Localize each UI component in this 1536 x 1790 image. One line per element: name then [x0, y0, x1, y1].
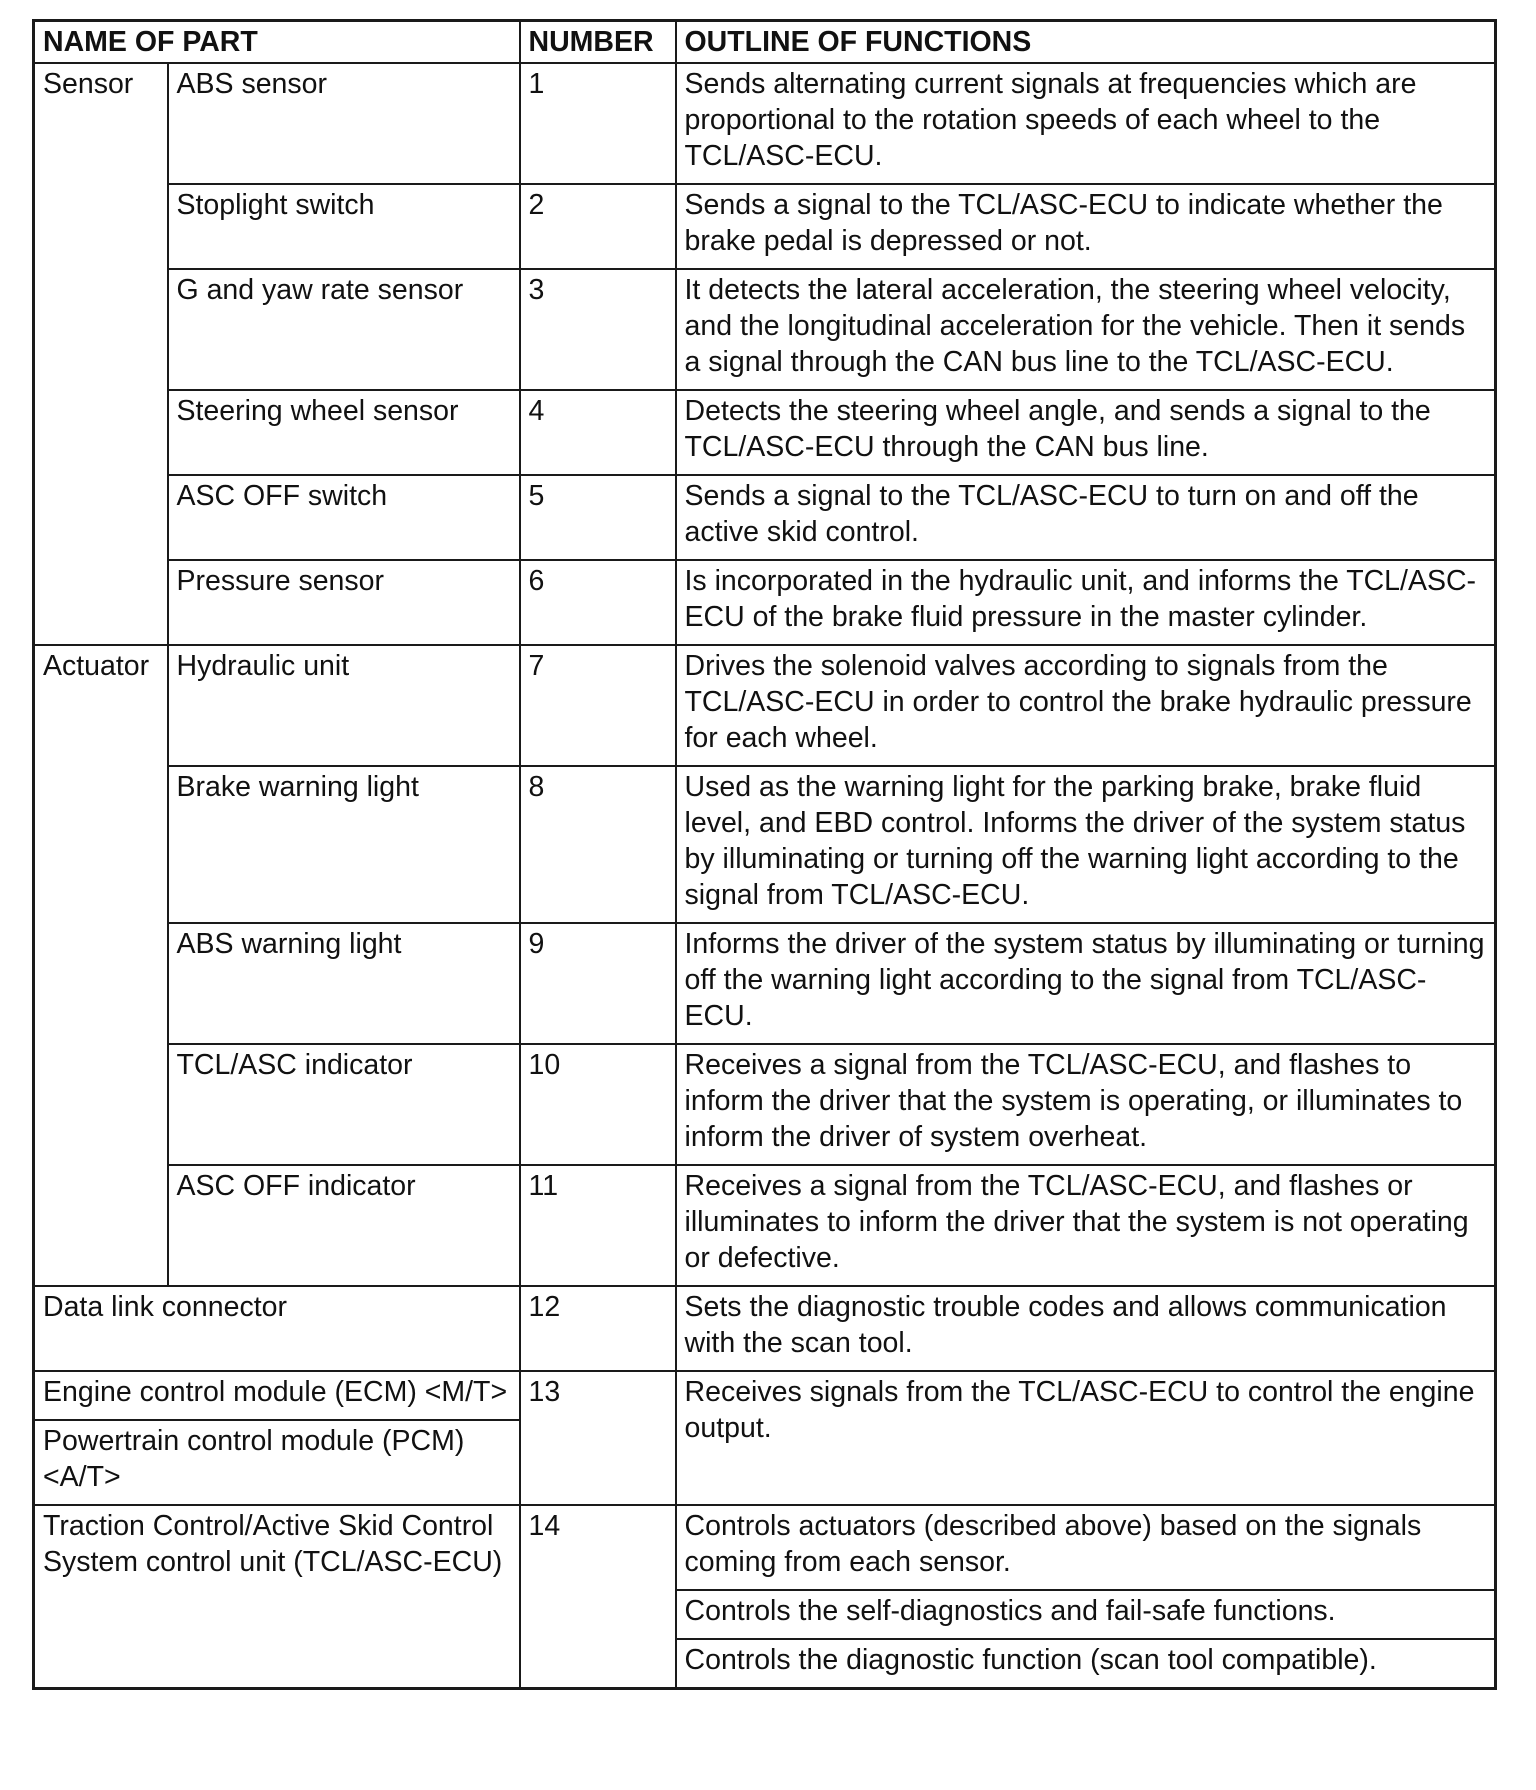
part-number-cell: 3: [520, 269, 676, 390]
table-row: [34, 1165, 1496, 1286]
part-number-cell: 6: [520, 560, 676, 645]
table-row: [34, 766, 1496, 923]
function-cell: Receives signals from the TCL/ASC-ECU to control the engine output.: [676, 1371, 1496, 1505]
table-row: [34, 645, 1496, 766]
header-number: NUMBER: [520, 21, 676, 64]
parts-function-table: [32, 19, 1497, 1690]
function-cell: Sends alternating current signals at frequencies which are proportional to the rotation speeds of each wheel to the TCL/ASC-ECU.: [676, 63, 1496, 184]
part-number-cell: 8: [520, 766, 676, 923]
part-name-cell: ABS warning light: [168, 923, 520, 1044]
table-row: [34, 475, 1496, 560]
table-row: [34, 560, 1496, 645]
group-label-sensor: Sensor: [34, 63, 168, 645]
table-row: [34, 1371, 1496, 1420]
part-number-cell: 13: [520, 1371, 676, 1505]
part-name-cell: TCL/ASC indicator: [168, 1044, 520, 1165]
function-cell: Controls the self-diagnostics and fail-safe functions.: [676, 1590, 1496, 1639]
function-cell: Receives a signal from the TCL/ASC-ECU, and flashes to inform the driver that the system is operating, or illuminates to inform the driver of system overheat.: [676, 1044, 1496, 1165]
group-label-actuator: Actuator: [34, 645, 168, 1286]
table-row: [34, 63, 1496, 184]
table-row: [34, 1286, 1496, 1371]
part-name-cell: Powertrain control module (PCM) <A/T>: [34, 1420, 520, 1505]
part-number-cell: 4: [520, 390, 676, 475]
part-name-cell: Traction Control/Active Skid Control System control unit (TCL/ASC-ECU): [34, 1505, 520, 1689]
function-cell: Drives the solenoid valves according to signals from the TCL/ASC-ECU in order to control the brake hydraulic pressure for each wheel.: [676, 645, 1496, 766]
function-cell: Informs the driver of the system status by illuminating or turning off the warning light according to the signal from TCL/ASC-ECU.: [676, 923, 1496, 1044]
function-cell: Controls actuators (described above) based on the signals coming from each sensor.: [676, 1505, 1496, 1590]
part-number-cell: 1: [520, 63, 676, 184]
table-row: [34, 269, 1496, 390]
part-name-cell: Engine control module (ECM) <M/T>: [34, 1371, 520, 1420]
table-row: [34, 184, 1496, 269]
function-cell: Receives a signal from the TCL/ASC-ECU, and flashes or illuminates to inform the driver that the system is not operating or defective.: [676, 1165, 1496, 1286]
function-cell: Used as the warning light for the parking brake, brake fluid level, and EBD control. Informs the driver of the system status by illuminating or turning off the warning light according to the signal from TCL/ASC-ECU.: [676, 766, 1496, 923]
part-number-cell: 10: [520, 1044, 676, 1165]
function-cell: Sets the diagnostic trouble codes and allows communication with the scan tool.: [676, 1286, 1496, 1371]
part-number-cell: 5: [520, 475, 676, 560]
table-row: [34, 390, 1496, 475]
part-name-cell: ABS sensor: [168, 63, 520, 184]
part-name-cell: ASC OFF indicator: [168, 1165, 520, 1286]
part-number-cell: 9: [520, 923, 676, 1044]
part-name-cell: Hydraulic unit: [168, 645, 520, 766]
part-name-cell: G and yaw rate sensor: [168, 269, 520, 390]
function-cell: Is incorporated in the hydraulic unit, and informs the TCL/ASC-ECU of the brake fluid pressure in the master cylinder.: [676, 560, 1496, 645]
function-cell: Controls the diagnostic function (scan tool compatible).: [676, 1639, 1496, 1689]
table-row: [34, 1044, 1496, 1165]
part-name-cell: Stoplight switch: [168, 184, 520, 269]
function-cell: Detects the steering wheel angle, and sends a signal to the TCL/ASC-ECU through the CAN bus line.: [676, 390, 1496, 475]
function-cell: Sends a signal to the TCL/ASC-ECU to indicate whether the brake pedal is depressed or not.: [676, 184, 1496, 269]
table-row: [34, 923, 1496, 1044]
part-number-cell: 11: [520, 1165, 676, 1286]
part-name-cell: Brake warning light: [168, 766, 520, 923]
table-row: [34, 1505, 1496, 1590]
part-number-cell: 2: [520, 184, 676, 269]
part-name-cell: Steering wheel sensor: [168, 390, 520, 475]
part-number-cell: 12: [520, 1286, 676, 1371]
header-outline-of-functions: OUTLINE OF FUNCTIONS: [676, 21, 1496, 64]
part-name-cell: Data link connector: [34, 1286, 520, 1371]
function-cell: Sends a signal to the TCL/ASC-ECU to turn on and off the active skid control.: [676, 475, 1496, 560]
part-name-cell: Pressure sensor: [168, 560, 520, 645]
function-cell: It detects the lateral acceleration, the steering wheel velocity, and the longitudinal acceleration for the vehicle. Then it sends a signal through the CAN bus line to the TCL/ASC-ECU.: [676, 269, 1496, 390]
part-number-cell: 14: [520, 1505, 676, 1689]
table-header-row: [34, 21, 1496, 64]
part-name-cell: ASC OFF switch: [168, 475, 520, 560]
part-number-cell: 7: [520, 645, 676, 766]
header-name-of-part: NAME OF PART: [34, 21, 520, 64]
